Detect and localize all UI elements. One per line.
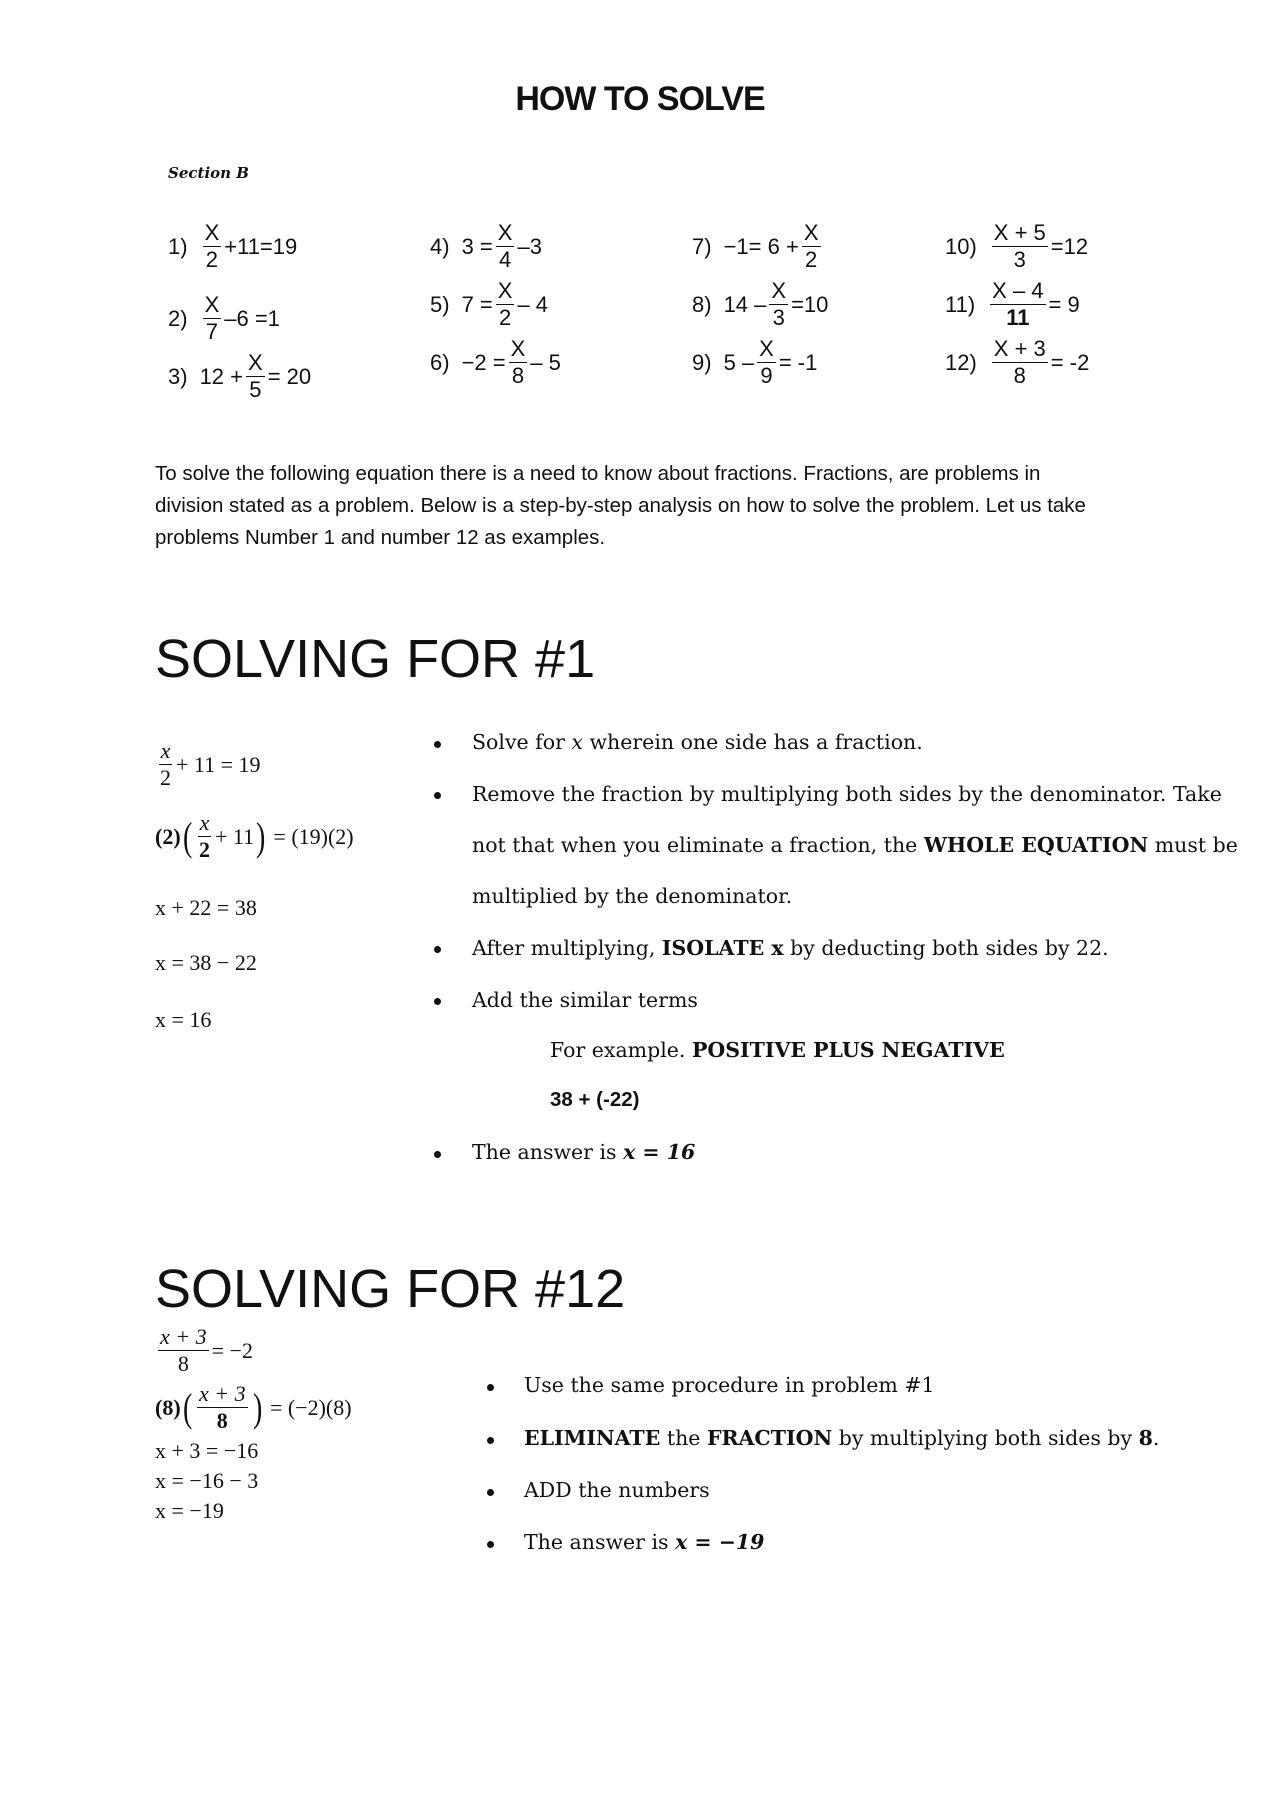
section-label: Section B xyxy=(168,164,249,182)
equation-rest: –3 xyxy=(517,233,542,259)
denominator: 2 xyxy=(498,305,512,330)
numerator: X xyxy=(803,220,819,245)
fraction xyxy=(197,812,212,861)
equation-rest: =10 xyxy=(791,291,829,317)
fraction xyxy=(992,338,1048,387)
multiplier: (2) xyxy=(155,823,181,849)
bullet-dot xyxy=(434,998,441,1005)
problem-6 xyxy=(430,338,561,387)
bullet-1: Use the same procedure in problem #1 xyxy=(524,1373,935,1397)
numerator: X xyxy=(497,278,513,303)
right-paren: ) xyxy=(252,1384,262,1430)
denominator: 7 xyxy=(205,319,219,344)
numerator: x xyxy=(199,810,210,835)
bullet-dot xyxy=(434,1151,441,1158)
bullet-dot xyxy=(487,1437,494,1444)
equation-rest: – 5 xyxy=(530,349,561,375)
equation-pre: −2 = xyxy=(461,349,506,375)
equation-rest: –6 =1 xyxy=(224,305,280,331)
equation-rest: – 4 xyxy=(517,291,549,317)
problem-number: 5) xyxy=(430,291,450,317)
denominator: 5 xyxy=(249,377,262,402)
right-paren: ) xyxy=(256,813,266,859)
equation-rest: = 20 xyxy=(267,363,312,389)
problem-11 xyxy=(945,280,1080,329)
numerator: X xyxy=(759,336,774,361)
equation-pre: −1= 6 + xyxy=(723,233,799,259)
equation-rest: = 9 xyxy=(1048,291,1080,317)
numerator: X xyxy=(248,350,263,375)
page-title: HOW TO SOLVE xyxy=(515,80,765,118)
numerator: X xyxy=(510,336,526,361)
left-paren: ( xyxy=(182,1384,192,1430)
equation-rest: = (−2)(8) xyxy=(269,1394,352,1420)
equation-rest: + 11 = 19 xyxy=(176,751,261,777)
equation-pre: 5 – xyxy=(723,349,755,375)
bullet-2-cont: not that when you eliminate a fraction, the WHOLE EQUATION must be xyxy=(472,833,1238,857)
problem-12 xyxy=(945,338,1089,387)
bullet-dot xyxy=(487,1541,494,1548)
numerator: X + 5 xyxy=(993,220,1046,245)
denominator: 4 xyxy=(498,247,512,272)
bullet-3: ADD the numbers xyxy=(524,1478,710,1502)
equation-rest: =12 xyxy=(1050,233,1089,259)
problem-number: 2) xyxy=(168,305,188,331)
numerator: X + 3 xyxy=(993,336,1046,361)
fraction xyxy=(769,280,788,329)
problem-7 xyxy=(692,222,824,271)
bullet-dot xyxy=(434,792,441,799)
numerator: X xyxy=(204,220,220,245)
denominator: 8 xyxy=(1013,363,1026,388)
denominator: 2 xyxy=(198,837,210,862)
numerator: x + 3 xyxy=(198,1381,246,1406)
step-1-equation xyxy=(155,740,261,789)
fraction xyxy=(802,222,821,271)
equation-pre: 14 – xyxy=(723,291,767,317)
fraction xyxy=(496,222,515,271)
step-3-equation: x + 3 = −16 xyxy=(155,1438,259,1463)
equation-pre: 12 + xyxy=(199,363,243,389)
problem-number: 12) xyxy=(945,349,977,375)
problem-number: 3) xyxy=(168,363,188,389)
numerator: X xyxy=(497,220,513,245)
example-line: For example. POSITIVE PLUS NEGATIVE xyxy=(550,1038,1005,1062)
problem-number: 11) xyxy=(945,291,976,317)
fraction xyxy=(509,338,528,387)
equation-rest: = −2 xyxy=(211,1337,253,1363)
equation-rest: = -1 xyxy=(778,349,818,375)
fraction xyxy=(496,280,515,329)
denominator: 2 xyxy=(160,765,171,790)
fraction xyxy=(197,1383,248,1432)
numerator: X xyxy=(204,292,220,317)
step-2-equation xyxy=(155,812,354,861)
problem-4 xyxy=(430,222,542,271)
bullet-2-cont: multiplied by the denominator. xyxy=(472,884,793,908)
fraction xyxy=(158,1326,209,1375)
problem-2 xyxy=(168,294,280,343)
intro-paragraph: To solve the following equation there is a need to know about fractions. Fractions, are problems in division stated as a problem. Below is a step-by-step analysis on how to solve the problem. Let us take problems Number 1 and number 12 as examples. xyxy=(155,462,1086,549)
problem-8 xyxy=(692,280,828,329)
denominator: 8 xyxy=(216,1408,228,1433)
equation-rest: = (19)(2) xyxy=(273,823,354,849)
fraction xyxy=(990,280,1045,329)
bullet-dot xyxy=(434,946,441,953)
multiplier: (8) xyxy=(155,1394,181,1420)
heading-solve-1: SOLVING FOR #1 xyxy=(155,629,596,689)
denominator: 8 xyxy=(177,1351,189,1376)
step-5-equation: x = −19 xyxy=(155,1498,224,1523)
bullet-dot xyxy=(434,741,441,748)
inner-term: + 11 xyxy=(214,823,255,849)
bullet-dot xyxy=(487,1384,494,1391)
problem-number: 8) xyxy=(692,291,712,317)
denominator: 2 xyxy=(805,247,818,272)
problem-number: 1) xyxy=(168,233,188,259)
example-calculation: 38 + (-22) xyxy=(550,1088,640,1111)
numerator: X – 4 xyxy=(992,278,1044,303)
equation-rest: +11=19 xyxy=(224,233,298,259)
bullet-2: ELIMINATE the FRACTION by multiplying both sides by 8. xyxy=(524,1426,1160,1450)
bullet-4: The answer is x = −19 xyxy=(524,1530,765,1554)
step-4-equation: x = −16 − 3 xyxy=(155,1468,259,1493)
denominator: 9 xyxy=(760,363,773,388)
fraction xyxy=(246,352,265,401)
problem-3 xyxy=(168,352,311,401)
step-1-equation xyxy=(155,1326,253,1375)
bullet-3: After multiplying, ISOLATE x by deducting both sides by 22. xyxy=(472,936,1109,960)
denominator: 3 xyxy=(772,305,785,330)
problem-10 xyxy=(945,222,1088,271)
problem-number: 10) xyxy=(945,233,977,259)
equation-pre: 7 = xyxy=(461,291,493,317)
problem-number: 9) xyxy=(692,349,712,375)
step-2-equation xyxy=(155,1383,352,1432)
numerator: X xyxy=(771,278,787,303)
denominator: 3 xyxy=(1013,247,1026,272)
numerator: x xyxy=(160,738,171,763)
bullet-2: Remove the fraction by multiplying both sides by the denominator. Take xyxy=(472,782,1222,806)
denominator: 2 xyxy=(205,247,219,272)
problem-9 xyxy=(692,338,817,387)
equation-pre: 3 = xyxy=(461,233,493,259)
fraction xyxy=(203,294,222,343)
problem-number: 4) xyxy=(430,233,450,259)
problem-number: 6) xyxy=(430,349,450,375)
bullet-4: Add the similar terms xyxy=(472,988,698,1012)
fraction xyxy=(992,222,1048,271)
left-paren: ( xyxy=(182,813,192,859)
problem-1 xyxy=(168,222,297,271)
heading-solve-12: SOLVING FOR #12 xyxy=(155,1259,626,1319)
numerator: x + 3 xyxy=(160,1324,207,1349)
bullet-1: Solve for x wherein one side has a fraction. xyxy=(472,730,923,754)
problem-5 xyxy=(430,280,548,329)
denominator: 8 xyxy=(511,363,525,388)
step-3-equation: x + 22 = 38 xyxy=(155,895,257,920)
equation-rest: = -2 xyxy=(1050,349,1090,375)
denominator: 11 xyxy=(1006,305,1030,330)
problem-number: 7) xyxy=(692,233,712,259)
bullet-5: The answer is x = 16 xyxy=(472,1140,696,1164)
step-4-equation: x = 38 − 22 xyxy=(155,950,257,975)
bullet-dot xyxy=(487,1489,494,1496)
fraction xyxy=(158,740,173,789)
fraction xyxy=(757,338,776,387)
step-5-equation: x = 16 xyxy=(155,1007,212,1032)
fraction xyxy=(203,222,222,271)
